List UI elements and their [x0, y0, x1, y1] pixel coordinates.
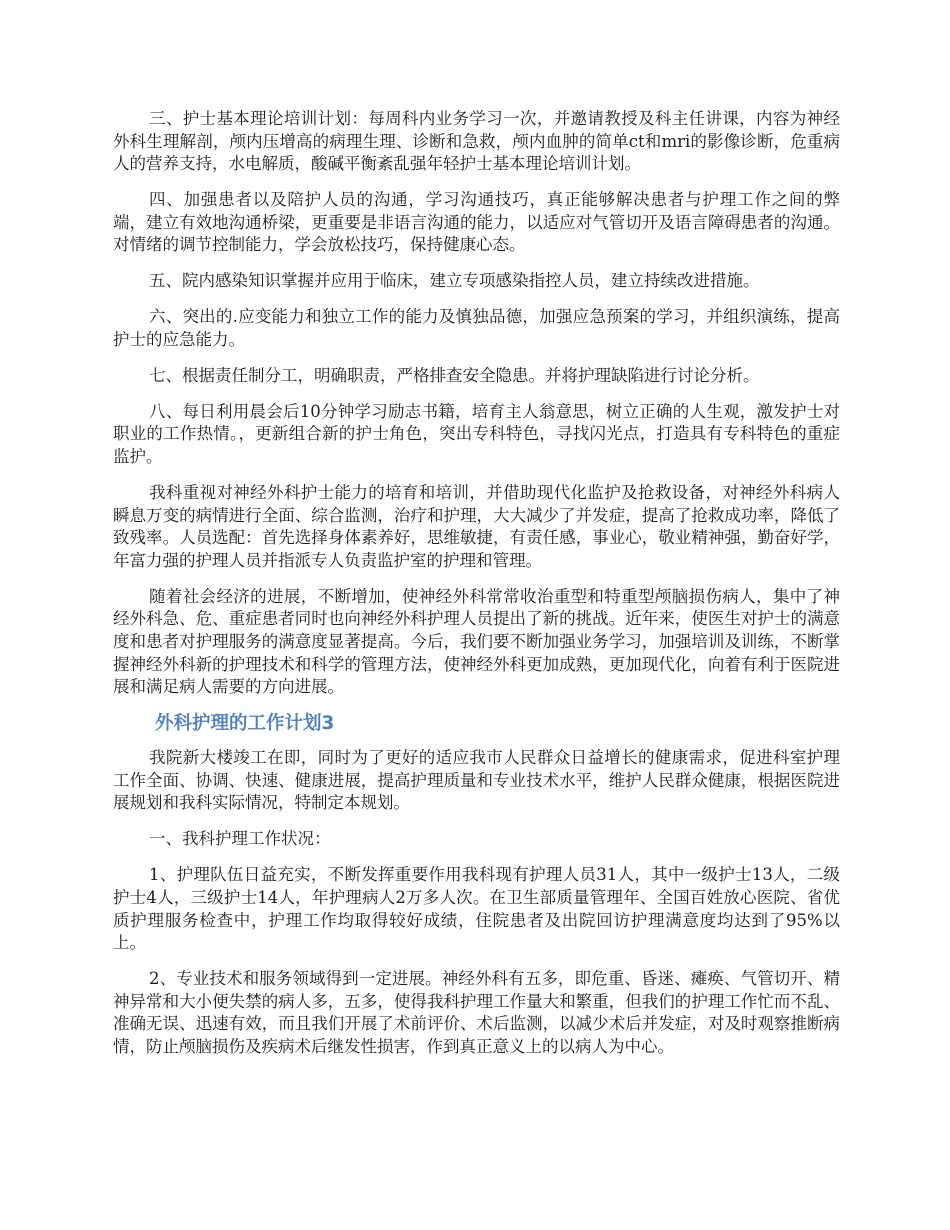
section-heading: 外科护理的工作计划3 [155, 713, 335, 735]
paragraph-technical-progress: 2、专业技术和服务领域得到一定进展。神经外科有五多，即危重、昏迷、瘫痪、气管切开、精神异常和大小便失禁的病人多，五多，使得我科护理工作量大和繁重，但我们的护理工作忙而不乱、准确无误、迅速有效，而且我们开展了术前评价、术后监测，以减少术后并发症，对及时观察推断病情，防止颅脑损伤及疾病术后继发性损害，作到真正意义上的以病人为中心。 [113, 969, 840, 1056]
paragraph-infection-control: 五、院内感染知识掌握并应用于临床，建立专项感染指控人员，建立持续改进措施。 [149, 271, 760, 291]
paragraph-intro: 我院新大楼竣工在即，同时为了更好的适应我市人民群众日益增长的健康需求，促进科室护理工作全面、协调、快速、健康进展，提高护理质量和专业技术水平，维护人民群众健康，根据医院进展规划和我科实际情况，特制定本规划。 [113, 748, 840, 813]
paragraph-development: 随着社会经济的进展，不断增加，使神经外科常常收治重型和特重型颅脑损伤病人，集中了神经外科急、危、重症患者同时也向神经外科护理人员提出了新的挑战。近年来，使医生对护士的满意度和患者对护理服务的满意度显著提高。今后，我们要不断加强业务学习，加强培训及训练，不断掌握神经外科新的护理技术和科学的管理方法，使神经外科更加成熟，更加现代化，向着有利于医院进展和满足病人需要的方向进展。 [113, 586, 840, 697]
paragraph-communication: 四、加强患者以及陪护人员的沟通，学习沟通技巧，真正能够解决患者与护理工作之间的弊端，建立有效地沟通桥梁，更重要是非语言沟通的能力，以适应对气管切开及语言障碍患者的沟通。对情绪的调节控制能力，学会放松技巧，保持健康心态。 [113, 190, 840, 255]
paragraph-team: 1、护理队伍日益充实，不断发挥重要作用我科现有护理人员31人，其中一级护士13人，二级护士4人，三级护士14人，年护理病人2万多人次。在卫生部质量管理年、全国百姓放心医院、省优质护理服务检查中，护理工作均取得较好成绩，住院患者及出院回访护理满意度均达到了95%以上。 [113, 865, 840, 953]
paragraph-nurse-training: 我科重视对神经外科护士能力的培育和培训，并借助现代化监护及抢救设备，对神经外科病人瞬息万变的病情进行全面、综合监测，治疗和护理，大大减少了并发症，提高了抢救成功率，降低了致残率。人员选配：首先选择身体素养好，思维敏捷，有责任感，事业心，敬业精神强，勤奋好学，年富力强的护理人员并指派专人负责监护室的护理和管理。 [113, 483, 840, 570]
document-page [113, 108, 840, 1072]
paragraph-status-title: 一、我科护理工作状况： [149, 829, 331, 849]
paragraph-training-plan: 三、护士基本理论培训计划：每周科内业务学习一次，并邀请教授及科主任讲课，内容为神经外科生理解剖，颅内压增高的病理生理、诊断和急救，颅内血肿的简单ct和mri的影像诊断，危重病人的营养支持，水电解质，酸碱平衡紊乱强年轻护士基本理论培训计划。 [113, 109, 840, 174]
paragraph-responsibility: 七、根据责任制分工，明确职责，严格排查安全隐患。并将护理缺陷进行讨论分析。 [149, 365, 760, 385]
paragraph-emergency-ability: 六、突出的.应变能力和独立工作的能力及慎独品德，加强应急预案的学习，并组织演练，提高护士的应急能力。 [113, 307, 840, 349]
paragraph-morning-study: 八、每日利用晨会后10分钟学习励志书籍，培育主人翁意思，树立正确的人生观，激发护士对职业的工作热情。，更新组合新的护士角色，突出专科特色，寻找闪光点，打造具有专科特色的重症监护。 [113, 401, 840, 467]
